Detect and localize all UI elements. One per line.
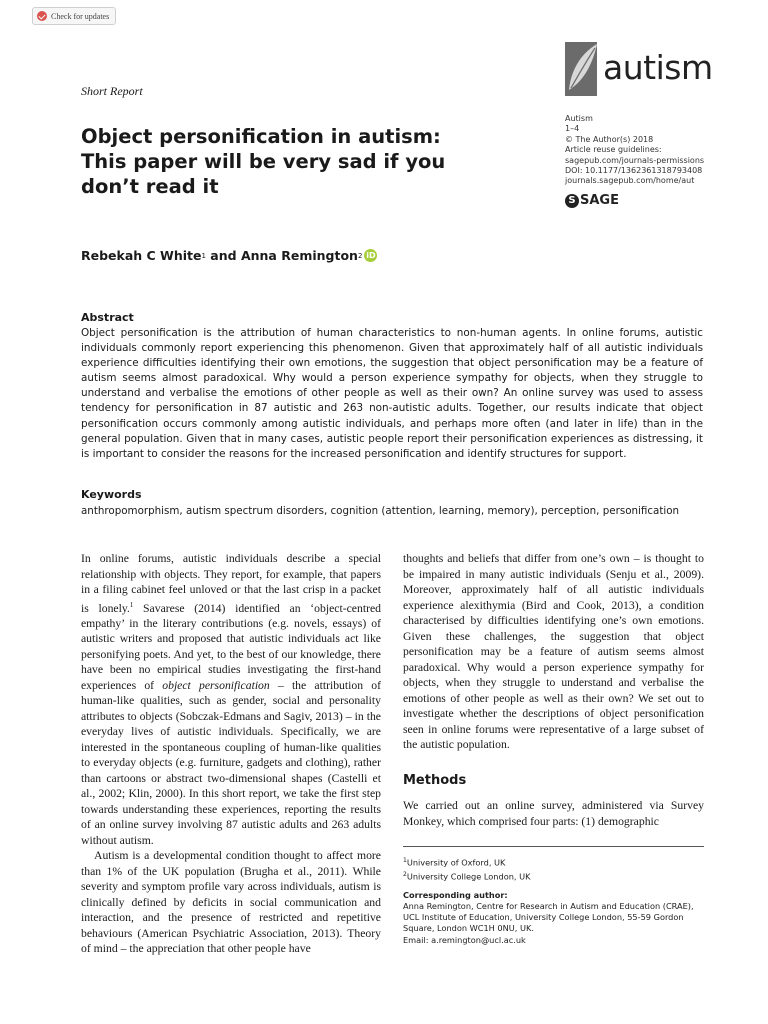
footnote-divider [403,846,704,847]
journal-meta [565,114,704,187]
article-title [81,124,461,199]
affiliation [403,855,708,869]
body-text: – the attribution of human-like qualities, such as gender, social and personality attributes to objects (Sobczak-Edmans and Sagiv, 2013) – in the everyday lives of autistic individuals. Specifically, we are interested in the spontaneous coupling of human-like qualities to everyday objects (e.g. furniture, gadgets and clothing), rather than cartoons or abstract two-dimensional shapes (Castelli et al., 2002; Klin, 2000). In this short report, we take the first step towards understanding these experiences, reporting the results of an online survey involving 87 autistic adults and 263 adults without autism. [81,678,381,847]
sage-mark-icon: S [565,194,579,208]
methods-heading: Methods [403,773,467,788]
journal-logo-leaf-icon [563,40,603,100]
title-line: This paper will be very sad if you [81,150,446,173]
author-line [81,248,377,263]
permissions-link[interactable]: sagepub.com/journals-permissions [565,155,705,165]
journal-home-link[interactable]: journals.sagepub.com/home/aut [565,176,695,186]
orcid-icon[interactable]: iD [366,251,376,260]
corresponding-author-heading: Corresponding author: [403,889,508,900]
affiliation-marker: 1 [201,251,206,260]
journal-name: Autism [565,114,593,123]
affiliation-text: University of Oxford, UK [406,857,506,868]
abstract-text: Object personification is the attribution of human characteristics to non-human agents. In online forums, autistic individuals commonly report experiencing this phenomenon. Given that approximately half of all autistic individuals experience difficulties identifying their own emotions, the suggestion that object personification may be a feature of autism seems almost paradoxical. Why would a person experience sympathy for objects, when they struggle to understand and verbalise the emotions of other people as well as their own? An online survey was used to assess tendency for personification in 87 autistic and 263 non-autistic adults. Together, our results indicate that object personification occurs commonly among autistic individuals, and perhaps more often (and later in life) than in the general population. Given that in many cases, autistic people report their personification experiences as distressing, it is important to consider the reasons for the increased personification and identify structures for support. [81,327,703,460]
body-text: Savarese (2014) identified an ‘object-centred empathy’ in the literary contributions (e.g. novels, essays) of autistic writers and proposed that autistic individuals act like personifying poets. And yet, to the best of our knowledge, there have been no empirical studies investigating the first-hand experiences of [81,601,381,692]
affiliation [403,869,708,883]
reuse-label: Article reuse guidelines: [565,145,662,155]
publisher-name: SAGE [580,193,619,208]
body-paragraph: Autism is a developmental condition thought to affect more than 1% of the UK population (Brugha et al., 2011). While severity and symptom profile vary across individuals, autism is clinically defined by deficits in social communication and interaction, and the presence of restricted and repetitive behaviours (American Psychiatric Association, 2013). Theory of mind – the appreciation that other people have [81,849,381,956]
corresponding-author-email[interactable]: Email: a.remington@ucl.ac.uk [403,934,526,945]
abstract-heading: Abstract [81,311,134,324]
doi[interactable]: DOI: 10.1177/1362361318793408 [565,166,703,176]
body-text: In online forums, autistic individuals describe a special relationship with objects. They report, for example, that papers in a filing cabinet feel unloved or that the last crisp in a packet is lonely. [81,552,381,615]
footnote-marker: 1 [129,600,134,609]
publisher-logo [565,193,619,208]
body-paragraph [81,551,381,848]
keywords-heading: Keywords [81,488,142,501]
affiliation-marker: 2 [403,870,407,878]
keywords-text: anthropomorphism, autism spectrum disorders, cognition (attention, learning, memory), perception, personification [81,505,680,517]
body-paragraph: We carried out an online survey, administered via Survey Monkey, which comprised four parts: (1) demographic [403,799,704,828]
copyright: © The Author(s) 2018 [565,134,654,144]
corresponding-author-address: Anna Remington, Centre for Research in Autism and Education (CRAE), UCL Institute of Education, University College London, 55-59 Gordon Square, London WC1H 0NU, UK. [403,901,694,934]
page-range: 1–4 [565,124,580,134]
body-column-right [403,551,704,753]
journal-logo [563,40,713,100]
affiliation-text: University College London, UK [406,871,531,882]
affiliation-marker: 2 [357,251,363,260]
article-type: Short Report [81,84,143,98]
footnotes [403,855,708,946]
author-name: Anna Remington [240,248,358,263]
check-for-updates-badge[interactable] [32,7,116,25]
affiliation-marker: 1 [403,857,407,864]
author-name: Rebekah C White [81,248,202,263]
check-updates-label: Check for updates [51,11,110,21]
emphasis-term: object personification [162,678,270,692]
author-conjunction: and [205,248,241,263]
title-line: don’t read it [81,175,219,198]
title-line: Object personification in autism: [81,125,441,148]
body-paragraph: thoughts and beliefs that differ from one’s own – is thought to be impaired in many autistic individuals (Senju et al., 2009). Moreover, approximately half of all autistic individuals experience alexithymia (Bird and Cook, 2013), a condition characterised by difficulties identifying one’s own emotions. Given these challenges, the suggestion that object personification may be a feature of autism seems almost paradoxical. Why would a person experience sympathy for objects, when they struggle to understand and verbalise the emotions of other people as well as their own? We set out to investigate whether the descriptions of object personification seen in online forums were representative of a large subset of the autistic population. [403,552,704,751]
check-updates-icon [37,11,47,21]
journal-wordmark: autism [603,48,713,87]
body-column-left [81,551,381,957]
methods-text [403,798,704,829]
